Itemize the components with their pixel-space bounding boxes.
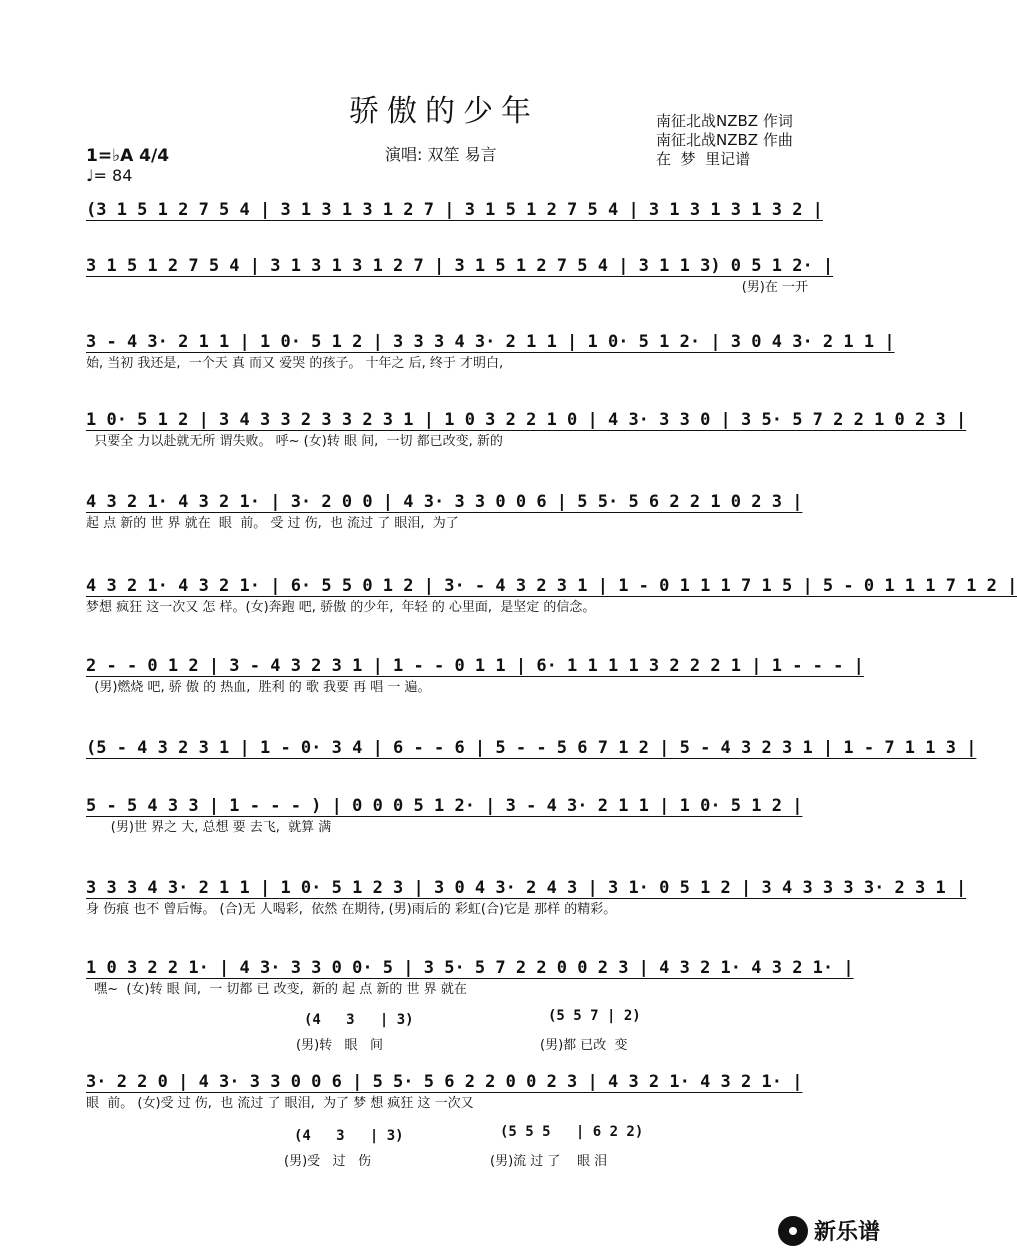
score-row	[86, 956, 854, 1000]
lyric-line: (男)燃烧 吧, 骄 傲 的 热血, 胜利 的 歌 我要 再 唱 一 遍。	[86, 680, 431, 695]
notation-line: 4 3 2 1· 4 3 2 1· | 6· 5 5 0 1 2 | 3· - 4 3 2 3 1 | 1 - 0 1 1 1 7 1 5 | 5 - 0 1 1 1 7 1 2 |	[86, 576, 1017, 596]
notation-line: (5 - 4 3 2 3 1 | 1 - 0· 3 4 | 6 - - 6 | 5 - - 5 6 7 1 2 | 5 - 4 3 2 3 1 | 1 - 7 1 1 3 |	[86, 738, 977, 758]
score-row	[86, 330, 895, 374]
score-row	[86, 254, 834, 298]
notation-line: 3 - 4 3· 2 1 1 | 1 0· 5 1 2 | 3 3 3 4 3· 2 1 1 | 1 0· 5 1 2· | 3 0 4 3· 2 1 1 |	[86, 332, 895, 352]
key-signature: 1=♭A 4/4	[86, 146, 170, 166]
lyric-line: (男)世 界之 大, 总想 要 去飞, 就算 满	[86, 820, 332, 835]
lyric-line	[86, 760, 808, 780]
credits-block	[656, 112, 793, 169]
notation-line: 3· 2 2 0 | 4 3· 3 3 0 0 6 | 5 5· 5 6 2 2 0 0 2 3 | 4 3 2 1· 4 3 2 1· |	[86, 1072, 803, 1092]
harmony-lyric: (男)都 已改 变	[540, 1038, 628, 1053]
score-row	[86, 654, 864, 698]
lyric-line: 梦想 疯狂 这一次又 怎 样。(女)奔跑 吧, 骄傲 的少年, 年轻 的 心里面, 是坚定 的信念。	[86, 600, 596, 615]
score-row	[86, 490, 808, 534]
notation-line: 4 3 2 1· 4 3 2 1· | 3· 2 0 0 | 4 3· 3 3 0 0 6 | 5 5· 5 6 2 2 1 0 2 3 |	[86, 492, 803, 512]
disc-icon	[778, 1216, 808, 1246]
notation-line: 2 - - 0 1 2 | 3 - 4 3 2 3 1 | 1 - - 0 1 1 | 6· 1 1 1 1 3 2 2 2 1 | 1 - - - |	[86, 656, 864, 676]
notation-line: 1 0 3 2 2 1· | 4 3· 3 3 0 0· 5 | 3 5· 5 7 2 2 0 0 2 3 | 4 3 2 1· 4 3 2 1· |	[86, 958, 854, 978]
brand-logo	[778, 1215, 880, 1246]
score-row	[86, 408, 967, 452]
harmony-notes: (4 3 | 3)	[294, 1128, 404, 1144]
tempo-marking: ♩= 84	[86, 166, 133, 185]
notation-line: (3 1 5 1 2 7 5 4 | 3 1 3 1 3 1 2 7 | 3 1 5 1 2 7 5 4 | 3 1 3 1 3 1 3 2 |	[86, 200, 823, 220]
transcriber-credit: 在 梦 里记谱	[656, 150, 751, 168]
harmony-lyric: (男)转 眼 间	[296, 1038, 383, 1053]
score-row	[86, 876, 967, 920]
lyric-line: 眼 前。 (女)受 过 伤, 也 流过 了 眼泪, 为了 梦 想 疯狂 这 一次又	[86, 1096, 474, 1111]
song-title: 骄傲的少年	[349, 94, 539, 129]
score-row	[86, 574, 1017, 618]
composer-credit: 南征北战NZBZ 作曲	[656, 131, 793, 149]
score-row	[86, 794, 808, 838]
lyric-line: 只要全 力以赴就无所 谓失败。 呼~ (女)转 眼 间, 一切 都已改变, 新的	[86, 434, 503, 449]
lyricist-credit: 南征北战NZBZ 作词	[656, 112, 793, 130]
score-row	[86, 736, 977, 780]
notation-line: 5 - 5 4 3 3 | 1 - - - ) | 0 0 0 5 1 2· | 3 - 4 3· 2 1 1 | 1 0· 5 1 2 |	[86, 796, 803, 816]
lyric-line: 始, 当初 我还是, 一个天 真 而又 爱哭 的孩子。 十年之 后, 终于 才明白,	[86, 356, 504, 371]
score-row	[86, 198, 823, 242]
notation-line: 1 0· 5 1 2 | 3 4 3 3 2 3 3 2 3 1 | 1 0 3 2 2 1 0 | 4 3· 3 3 0 | 3 5· 5 7 2 2 1 0 2 3 |	[86, 410, 967, 430]
lyric-line: 嘿~ (女)转 眼 间, 一 切都 已 改变, 新的 起 点 新的 世 界 就在	[86, 982, 467, 997]
singer-credit: 演唱: 双笙 易言	[385, 145, 497, 164]
notation-line: 3 1 5 1 2 7 5 4 | 3 1 3 1 3 1 2 7 | 3 1 5 1 2 7 5 4 | 3 1 1 3) 0 5 1 2· |	[86, 256, 834, 276]
harmony-notes: (4 3 | 3)	[304, 1012, 414, 1028]
notation-line: 3 3 3 4 3· 2 1 1 | 1 0· 5 1 2 3 | 3 0 4 3· 2 4 3 | 3 1· 0 5 1 2 | 3 4 3 3 3 3· 2 3 1 |	[86, 878, 967, 898]
brand-name: 新乐谱	[813, 1220, 880, 1245]
lyric-line: (男)在 一开	[741, 280, 808, 295]
harmony-lyric: (男)流 过 了 眼 泪	[490, 1154, 608, 1169]
lyric-line: 起 点 新的 世 界 就在 眼 前。 受 过 伤, 也 流过 了 眼泪, 为了	[86, 516, 459, 531]
harmony-notes: (5 5 5 | 6 2 2)	[500, 1124, 644, 1140]
lyric-line	[86, 222, 808, 242]
lyric-line: 身 伤痕 也不 曾后悔。 (合)无 人喝彩, 依然 在期待, (男)雨后的 彩虹(合)它是 那样 的精彩。	[86, 902, 617, 917]
harmony-lyric: (男)受 过 伤	[284, 1154, 371, 1169]
harmony-notes: (5 5 7 | 2)	[548, 1008, 641, 1024]
score-row	[86, 1070, 808, 1114]
